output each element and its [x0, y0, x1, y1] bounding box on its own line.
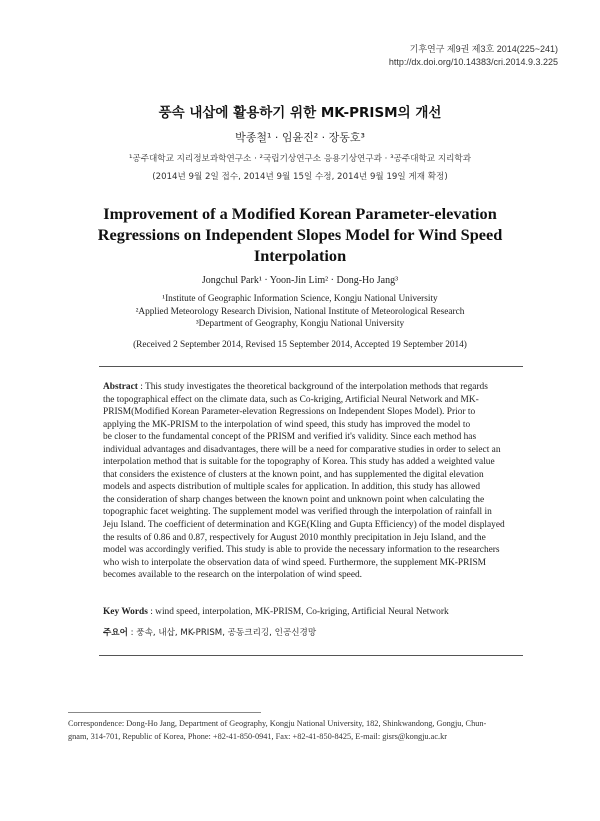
english-title-line: Improvement of a Modified Korean Parameter-elevation [103, 204, 497, 223]
journal-citation: 기후연구 제9권 제3호 2014(225~241) [409, 44, 558, 54]
english-title-line: Regressions on Independent Slopes Model for Wind Speed [97, 225, 503, 244]
abstract-bottom-rule [99, 655, 523, 656]
english-title-line: Interpolation [253, 246, 347, 265]
abstract-line: becomes available to the research on the interpolation of wind speed. [103, 570, 363, 581]
keywords-text: : wind speed, interpolation, MK-PRISM, Co-kriging, Artificial Neural Network [147, 607, 449, 617]
abstract-line: the consideration of sharp changes between the known point and unknown point when calculating the [103, 494, 485, 505]
abstract-top-rule [99, 366, 523, 367]
abstract-line: interpolation method that is suitable for the topography of Korea. This study has added a weighted value [103, 457, 495, 468]
korean-dates: (2014년 9월 2일 접수, 2014년 9월 15일 수정, 2014년 9월 19일 게재 확정) [152, 172, 448, 182]
abstract-line: topographic facet weighting. The supplement model was verified through the interpolation of rainfall in [103, 507, 492, 518]
korean-keywords [103, 626, 316, 638]
abstract-line: the topographical effect on the climate data, such as Co-kriging, Artificial Neural Network and MK- [103, 394, 479, 405]
english-authors: Jongchul Park¹ · Yoon-Jin Lim² · Dong-Ho Jang³ [201, 275, 399, 286]
abstract-line: that considers the existence of clusters at the known point, and has supplemented the digital elevation [103, 469, 484, 480]
abstract-line: model was accordingly verified. This study is able to provide the necessary information to the researchers [103, 545, 500, 556]
english-title [80, 203, 520, 266]
abstract-line: models and aspects distribution of multiple scales for application. In addition, this study has allowed [103, 482, 481, 493]
affiliation-line: ²Applied Meteorology Research Division, National Institute of Meteorological Research [135, 306, 465, 317]
korean-keywords-label: 주요어 [103, 628, 128, 638]
abstract-block [103, 381, 514, 582]
correspondence-line: gnam, 314-701, Republic of Korea, Phone: +82-41-850-0941, Fax: +82-41-850-8425, E-mail: gisrs@kongju.ac.kr [68, 732, 448, 741]
abstract-line: PRISM(Modified Korean Parameter-elevation Regressions on Independent Slopes Model). Prior to [103, 407, 476, 418]
affiliation-line: ³Department of Geography, Kongju National University [195, 319, 405, 330]
abstract-line [103, 381, 514, 394]
english-dates: (Received 2 September 2014, Revised 15 September 2014, Accepted 19 September 2014) [133, 340, 467, 350]
doi-link[interactable]: http://dx.doi.org/10.14383/cri.2014.9.3.225 [388, 57, 558, 67]
korean-keywords-text: : 풍속, 내삽, MK-PRISM, 공동크리깅, 인공신경망 [127, 628, 317, 638]
abstract-line: individual advantages and disadvantages, there will be a need for comparative studies in order to select an [103, 444, 501, 455]
abstract-line: be closer to the fundamental concept of the PRISM and verified it's validity. Since each method has [103, 432, 477, 443]
keywords-label: Key Words [103, 607, 148, 617]
abstract-label: Abstract [103, 382, 138, 392]
korean-affiliations: ¹공주대학교 지리정보과학연구소 · ²국립기상연구소 응용기상연구과 · ³공주대학교 지리학과 [128, 154, 472, 164]
korean-title: 풍속 내삽에 활용하기 위한 MK-PRISM의 개선 [158, 105, 442, 121]
abstract-line: the results of 0.86 and 0.87, respectively for August 2010 monthly precipitation in Jeju Island, and the [103, 532, 486, 543]
abstract-line: Jeju Island. The coefficient of determination and KGE(Kling and Gupta Efficiency) of the model displayed [103, 520, 505, 531]
affiliation-line: ¹Institute of Geographic Information Science, Kongju National University [162, 294, 438, 304]
english-keywords [103, 607, 449, 617]
correspondence-footnote [68, 717, 536, 743]
english-affiliations [0, 293, 600, 331]
abstract-first-line: : This study investigates the theoretical background of the interpolation methods that regards [137, 382, 488, 392]
abstract-line: applying the MK-PRISM to the interpolation of wind speed, this study has improved the model to [103, 419, 471, 430]
footnote-rule [68, 712, 261, 713]
correspondence-line: Correspondence: Dong-Ho Jang, Department of Geography, Kongju National University, 182, Shinkwandong, Gongju, Chun- [68, 719, 487, 728]
journal-reference [389, 43, 558, 69]
korean-authors: 박종철¹ · 임윤진² · 장동호³ [235, 131, 365, 144]
abstract-line: who wish to interpolate the observation data of wind speed. Furthermore, the supplement MK-PRISM [103, 557, 487, 568]
